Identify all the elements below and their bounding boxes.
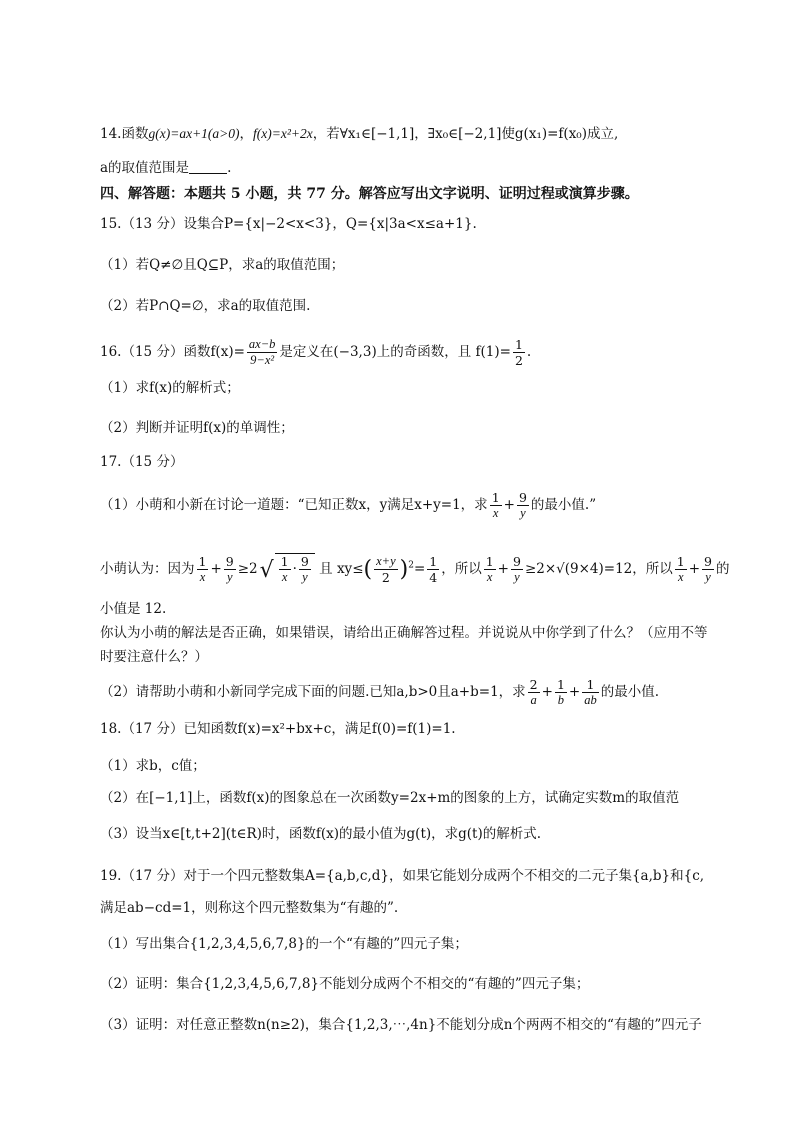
q17-part2: （2）请帮助小萌和小新同学完成下面的问题.已知a,b>0且a+b=1，求 $\frac{2}{a}$ + $\frac{1}{b}$ + $\frac{1}{ab}$ 的最小值.: [100, 677, 659, 707]
section-4-heading: 四、解答题：本题共 5 小题，共 77 分。解答应写出文字说明、证明过程或演算步骤。: [100, 186, 639, 202]
q19-part1: （1）写出集合{1,2,3,4,5,6,7,8}的一个“有趣的”四元子集；: [100, 936, 468, 952]
q17-part1: （1）小萌和小新在讨论一道题：“已知正数x，y满足x+y=1，求 $\frac{1}{x}$ + $\frac{9}{y}$ 的最小值.”: [100, 490, 597, 520]
q16-half: $\frac{1}{2}$: [514, 337, 523, 368]
q17-view-cont: 小值是 12.: [100, 601, 167, 617]
q19-part2: （2）证明：集合{1,2,3,4,5,6,7,8}不能划分成两个不相交的“有趣的”四元子集；: [100, 976, 590, 992]
q19-stem2: 满足ab−cd=1，则称这个四元整数集为“有趣的”.: [100, 900, 399, 916]
q18-part3: （3）设当x∈[t,t+2](t∈R)时，函数f(x)的最小值为g(t)，求g(t)的解析式.: [100, 826, 542, 842]
q14-ask: a的取值范围是: [100, 160, 190, 176]
q16-part2: （2）判断并证明f(x)的单调性；: [100, 420, 294, 436]
q16-stem: 16.（15 分）函数f(x)= $\frac{ax-b}{\text{9−x²}}$ 是定义在(−3,3)上的奇函数，且 f(1)= $\frac{1}{2}$ .: [100, 337, 532, 368]
q19-part3: （3）证明：对任意正整数n(n≥2)，集合{1,2,3,⋯,4n}不能划分成n个两两不相交的“有趣的”四元子: [100, 1017, 702, 1033]
q18-part1: （1）求b，c值；: [100, 758, 206, 774]
q15-part2: （2）若P∩Q=∅，求a的取值范围.: [100, 298, 311, 314]
q18-part2: （2）在[−1,1]上，函数f(x)的图象总在一次函数y=2x+m的图象的上方，试确定实数m的取值范: [100, 790, 680, 806]
q14-condition: ，若∀x₁∈[−1,1]，∃x₀∈[−2,1]使g(x₁)=f(x₀)成立,: [312, 126, 619, 142]
q18-stem: 18.（17 分）已知函数f(x)=x²+bx+c，满足f(0)=f(1)=1.: [100, 721, 456, 737]
q14-g-def: g(x)=ax+1(a>0): [148, 126, 240, 141]
q17-ask1: 你认为小萌的解法是否正确，如果错误，请给出正确解答过程。并说说从中你学到了什么？（应用不等: [100, 625, 708, 641]
q14-line2: a的取值范围是 .: [100, 160, 232, 176]
q15-stem: 15.（13 分）设集合P={x|−2<x<3}，Q={x|3a<x≤a+1}.: [100, 216, 477, 232]
q17-ask2: 时要注意什么？）: [100, 649, 208, 665]
q17-xiaomeng-view: 小萌认为：因为 $\frac{1}{x}$ + $\frac{9}{y}$ ≥2√ $\frac{1}{x}$ · $\frac{9}{y}$ 且 xy≤( $\frac{x+y}{2}$ )$^2$= $\frac{1}{4}$ ，所以 $\frac{1}{x}$ + $\frac{9}{y}$ ≥2×√(9×4)=12，所以 $\frac{1}{x}$ + $\frac{9}{y}$ 的: [100, 554, 730, 585]
q16-fraction: $\frac{ax-b}{\text{9−x²}}$: [248, 337, 276, 367]
q15-part1: （1）若Q≠∅且Q⊆P，求a的取值范围；: [100, 257, 345, 273]
q14-prefix: 14.函数: [100, 126, 149, 142]
q17-stem: 17.（15 分）: [100, 454, 184, 470]
answer-blank: [189, 159, 227, 174]
q19-stem: 19.（17 分）对于一个四元整数集A={a,b,c,d}，如果它能划分成两个不相交的二元子集{a,b}和{c,: [100, 868, 705, 884]
q16-part1: （1）求f(x)的解析式；: [100, 380, 240, 396]
q14-line1: 14.函数g(x)=ax+1(a>0)，f(x)=x²+2x，若∀x₁∈[−1,1]，∃x₀∈[−2,1]使g(x₁)=f(x₀)成立,: [100, 126, 619, 142]
q14-f-def: f(x)=x²+2x: [253, 126, 313, 141]
